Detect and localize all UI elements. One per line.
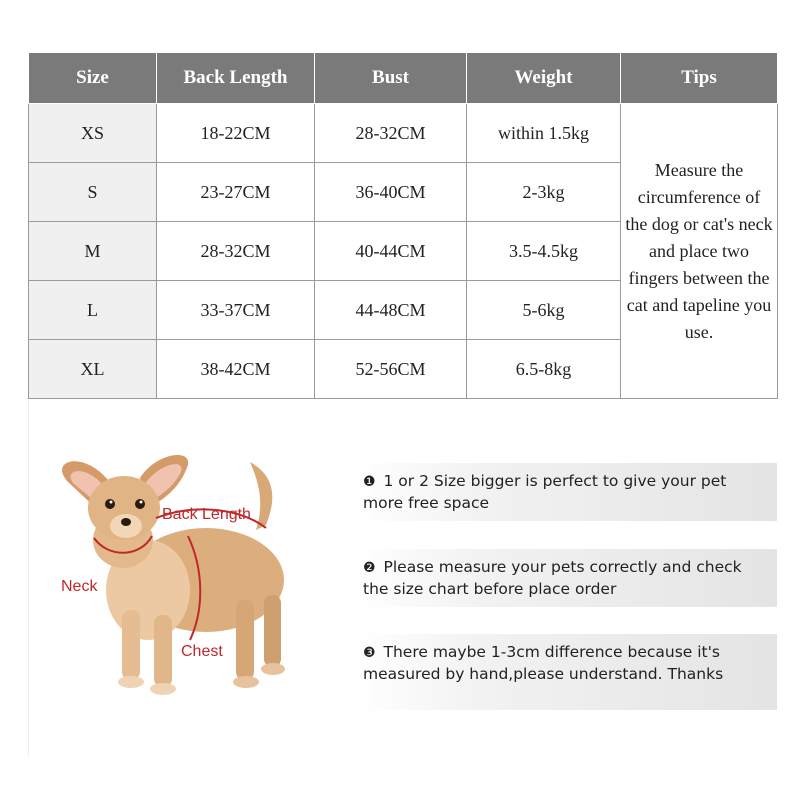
note-measure-correctly bbox=[356, 549, 777, 607]
table-header-row bbox=[29, 53, 778, 104]
size-chart-table bbox=[28, 53, 778, 399]
note-size-advice bbox=[356, 463, 777, 521]
cell-size: L bbox=[29, 281, 157, 340]
neck-label: Neck bbox=[61, 578, 98, 595]
note-text: Please measure your pets correctly and check the size chart before place order bbox=[363, 558, 742, 598]
cell-size: XS bbox=[29, 104, 157, 163]
cell-bust: 40-44CM bbox=[315, 222, 467, 281]
back-length-label: Back Length bbox=[162, 506, 251, 523]
cell-weight: 3.5-4.5kg bbox=[467, 222, 621, 281]
dog-icon bbox=[62, 455, 285, 695]
header-weight: Weight bbox=[467, 53, 621, 104]
cell-weight: 6.5-8kg bbox=[467, 340, 621, 399]
cell-bust: 52-56CM bbox=[315, 340, 467, 399]
cell-weight: 2-3kg bbox=[467, 163, 621, 222]
number-two-icon: ❷ bbox=[363, 560, 376, 576]
cell-back-length: 18-22CM bbox=[157, 104, 315, 163]
cell-bust: 44-48CM bbox=[315, 281, 467, 340]
dog-measurement-illustration bbox=[28, 440, 338, 710]
note-text: 1 or 2 Size bigger is perfect to give your pet more free space bbox=[363, 472, 727, 512]
number-three-icon: ❸ bbox=[363, 645, 376, 661]
cell-back-length: 23-27CM bbox=[157, 163, 315, 222]
cell-weight: 5-6kg bbox=[467, 281, 621, 340]
cell-bust: 36-40CM bbox=[315, 163, 467, 222]
cell-size: S bbox=[29, 163, 157, 222]
cell-bust: 28-32CM bbox=[315, 104, 467, 163]
chest-label: Chest bbox=[181, 643, 223, 660]
header-bust: Bust bbox=[315, 53, 467, 104]
cell-weight: within 1.5kg bbox=[467, 104, 621, 163]
header-back-length: Back Length bbox=[157, 53, 315, 104]
cell-size: M bbox=[29, 222, 157, 281]
header-tips: Tips bbox=[621, 53, 778, 104]
number-one-icon: ❶ bbox=[363, 474, 376, 490]
cell-back-length: 28-32CM bbox=[157, 222, 315, 281]
table-row bbox=[29, 104, 778, 163]
header-size: Size bbox=[29, 53, 157, 104]
cell-size: XL bbox=[29, 340, 157, 399]
tips-cell: Measure the circumference of the dog or cat's neck and place two fingers between the cat and tapeline you use. bbox=[621, 104, 778, 399]
cell-back-length: 33-37CM bbox=[157, 281, 315, 340]
note-measurement-difference bbox=[356, 634, 777, 710]
cell-back-length: 38-42CM bbox=[157, 340, 315, 399]
note-text: There maybe 1-3cm difference because it's measured by hand,please understand. Thanks bbox=[363, 643, 724, 683]
